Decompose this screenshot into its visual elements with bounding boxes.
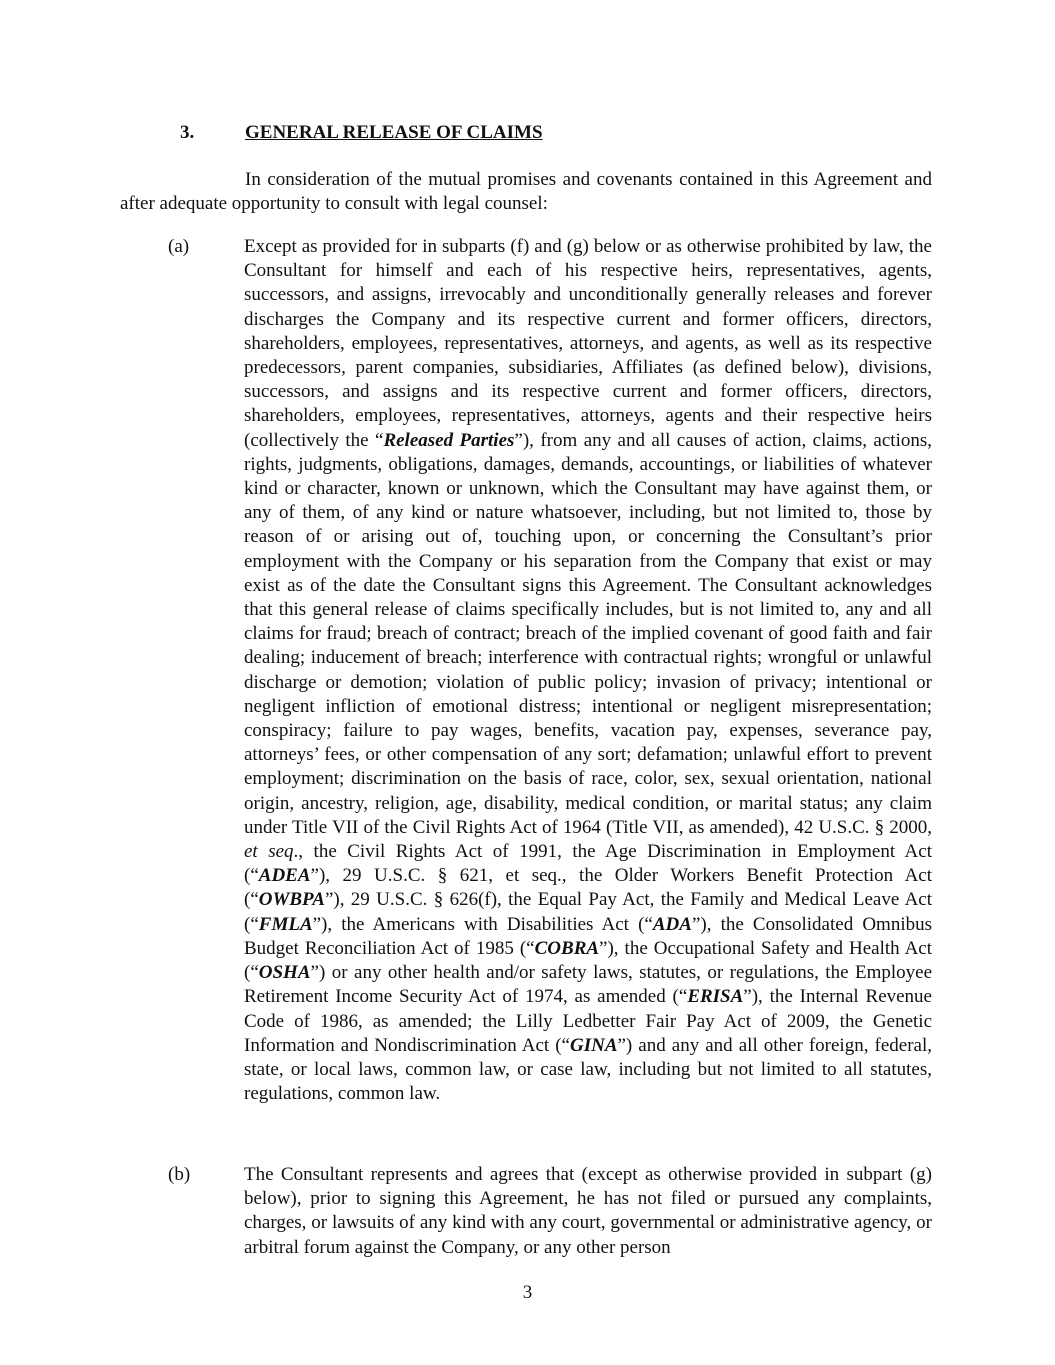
text-segment: ”), the Consolidated Omnibus Budget Reconciliation Act of 1985 (“ xyxy=(244,913,932,959)
clause-a-label: (a) xyxy=(168,236,190,257)
page-number: 3 xyxy=(522,1282,533,1303)
text-segment: ”), the Occupational Safety and Health Act (“ xyxy=(244,937,933,984)
defined-term: COBRA xyxy=(534,937,600,959)
defined-term: Released Parties xyxy=(383,429,515,451)
defined-term: ADEA xyxy=(258,865,311,887)
text-segment: The Consultant represents and agrees that (except as otherwise provided in subpart (g) below), prior to signing this Agreement, he has not filed or pursued any complaints, charges, or lawsuits of any kind with any court, governmental or administrative agency, or arbitral forum against the Company, or any other person xyxy=(244,1164,932,1258)
text-segment: ”), 29 U.S.C. § 621, et seq., the Older Workers Benefit Protection Act (“ xyxy=(244,865,932,911)
clause-b-label: (b) xyxy=(168,1164,191,1185)
section-heading xyxy=(180,121,543,145)
intro-paragraph: In consideration of the mutual promises and covenants contained in this Agreement and after adequate opportunity to consult with legal counsel: xyxy=(120,169,932,215)
defined-term: ERISA xyxy=(687,986,744,1008)
defined-term: GINA xyxy=(569,1034,618,1056)
defined-term: OWBPA xyxy=(258,889,325,911)
text-segment: Except as provided for in subparts (f) and (g) below or as otherwise prohibited by law, the Consultant for himself and each of his respective heirs, representatives, agents, successors, and assigns, irrevocably and unconditionally generally releases and forever discharges the Company and its respective current and former officers, directors, shareholders, employees, representatives, attorneys, and agents, as well as its respective predecessors, parent companies, subsidiaries, Affiliates (as defined below), divisions, successors, and assigns and its respective current and former officers, directors, shareholders, employees, representatives, attorneys, agents and their respective heirs (collectively the “ xyxy=(244,236,932,451)
text-segment: ”) and any and all other foreign, federal, state, or local laws, common law, or case law, including but not limited to all statutes, regulations, common law. xyxy=(244,1034,932,1105)
text-segment: ”), 29 U.S.C. § 626(f), the Equal Pay Act, the Family and Medical Leave Act (“ xyxy=(244,889,932,935)
text-segment: ”), from any and all causes of action, claims, actions, rights, judgments, obligations, damages, demands, accountings, or liabilities of whatever kind or character, known or unknown, which the Consultant may have against them, or any of them, of any kind or nature whatsoever, including, but not limited to, those by reason of or arising out of, touching upon, or concerning the Consultant’s prior employment with the Company or his separation from the Company that exist or may exist as of the date the Consultant signs this Agreement. The Consultant acknowledges that this general release of claims specifically includes, but is not limited to, any and all claims for fraud; breach of contract; breach of the implied covenant of good faith and fair dealing; inducement of breach; interference with contractual rights; wrongful or unlawful discharge or demotion; violation of public policy; invasion of privacy; intentional or negligent infliction of emotional distress; intentional or negligent misrepresentation; conspiracy; failure to pay wages, benefits, vacation pay, expenses, severance pay, attorneys’ fees, or other compensation of any sort; defamation; unlawful effort to prevent employment; discrimination on the basis of race, color, sex, sexual orientation, national origin, ancestry, religion, age, disability, medical condition, or marital status; any claim under Title VII of the Civil Rights Act of 1964 (Title VII, as amended), 42 U.S.C. § 2000, xyxy=(244,429,932,838)
defined-term: OSHA xyxy=(258,962,311,984)
defined-term: ADA xyxy=(652,913,692,935)
text-segment: ”), the Americans with Disabilities Act (“ xyxy=(312,913,653,935)
italic-text: et seq xyxy=(244,841,294,863)
text-segment: ., the Civil Rights Act of 1991, the Age Discrimination in Employment Act (“ xyxy=(244,841,932,887)
clause-a-text xyxy=(244,235,932,1106)
section-title: GENERAL RELEASE OF CLAIMS xyxy=(245,122,543,143)
text-segment: ”), the Internal Revenue Code of 1986, as amended; the Lilly Ledbetter Fair Pay Act of 2009, the Genetic Information and Nondiscrimination Act (“ xyxy=(244,986,932,1056)
section-number: 3. xyxy=(180,122,195,143)
text-segment: ”) or any other health and/or safety laws, statutes, or regulations, the Employee Retirement Income Security Act of 1974, as amended (“ xyxy=(244,962,932,1008)
defined-term: FMLA xyxy=(258,913,313,935)
clause-b-text xyxy=(244,1163,932,1260)
